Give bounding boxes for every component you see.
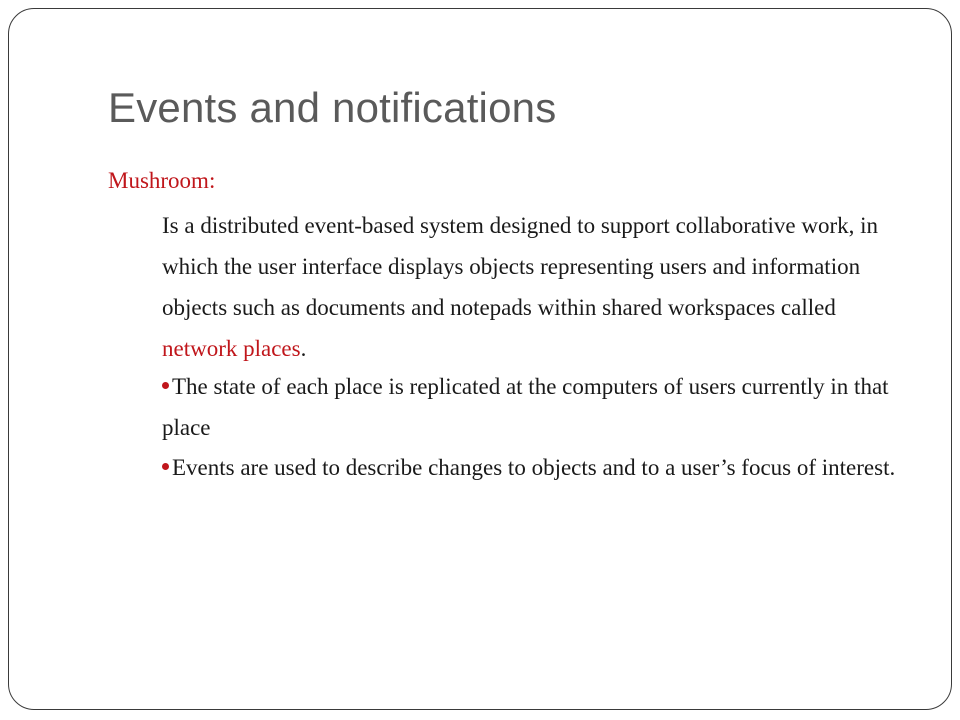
bullet-item xyxy=(162,447,902,488)
network-places-highlight: network places xyxy=(162,336,301,361)
bullet-text: Events are used to describe changes to objects and to a user’s focus of interest. xyxy=(172,455,896,480)
main-paragraph xyxy=(162,205,902,369)
bullet-dot-icon xyxy=(162,382,169,389)
bullet-dot-icon xyxy=(162,463,169,470)
paragraph-end: . xyxy=(300,336,307,361)
slide-title: Events and notifications xyxy=(108,84,557,131)
paragraph-text: Is a distributed event-based system designed to support collaborative work, in which the user interface displays objects representing users and information objects such as documents and notepads within shared workspaces called xyxy=(162,213,879,320)
subheading: Mushroom: xyxy=(108,168,216,193)
bullet-text: The state of each place is replicated at the computers of users currently in that place xyxy=(162,374,889,440)
bullet-item xyxy=(162,366,902,448)
